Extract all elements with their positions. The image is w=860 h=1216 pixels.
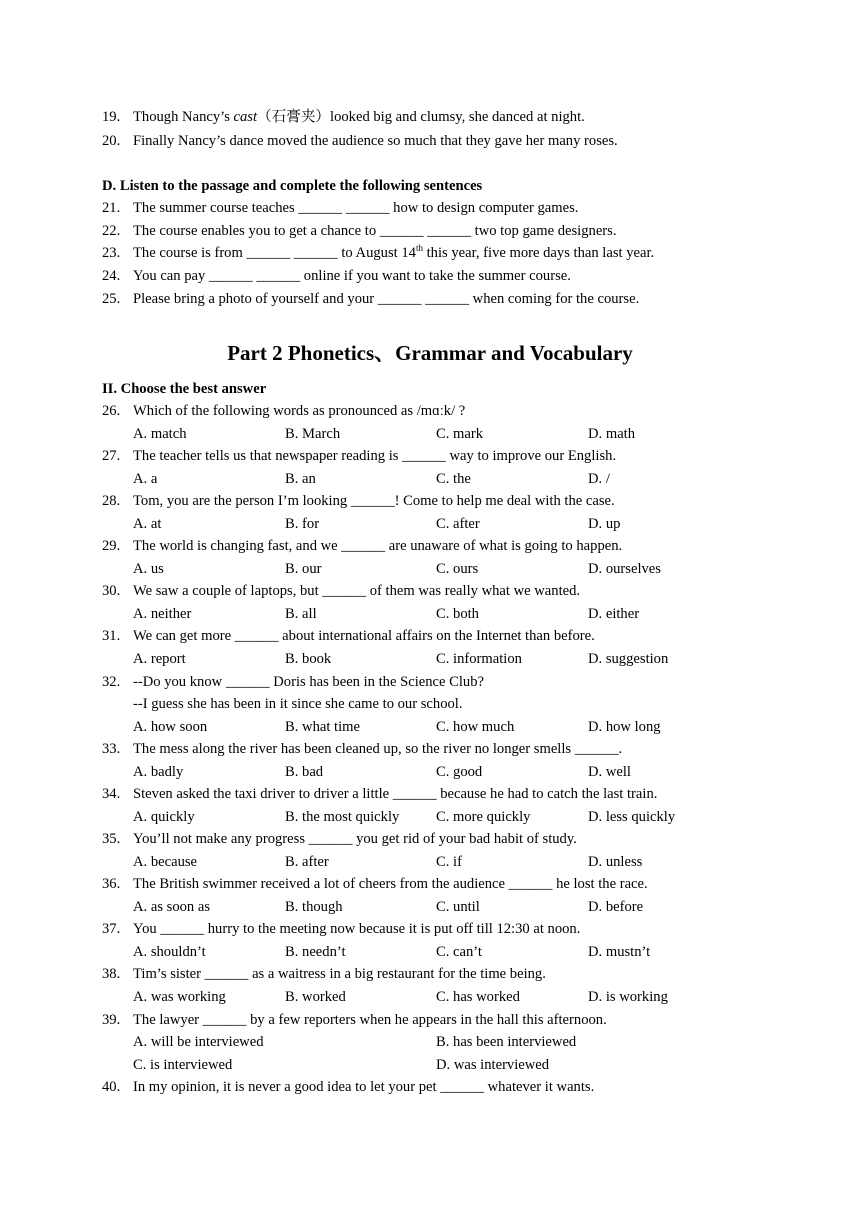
answer-option-d: D. less quickly (588, 809, 676, 825)
question-text: Which of the following words as pronounced as /mɑːk/ ? (133, 403, 466, 419)
question-text: In my opinion, it is never a good idea to let your pet ______ whatever it wants. (133, 1079, 595, 1095)
answer-option-b: B. an (285, 471, 316, 487)
answer-option-c: C. if (436, 854, 462, 870)
question-number: 39. (102, 1012, 121, 1028)
answer-option-a: A. quickly (133, 809, 195, 825)
answer-option-b: B. book (285, 651, 332, 667)
answer-option-b: B. after (285, 854, 329, 870)
answer-option-a: A. us (133, 561, 164, 577)
answer-option-a: A. match (133, 426, 187, 442)
answer-option-b: B. the most quickly (285, 809, 400, 825)
question-number: 29. (102, 538, 121, 554)
question-text: Tom, you are the person I’m looking ______! Come to help me deal with the case. (133, 493, 615, 509)
question-number: 27. (102, 448, 121, 464)
answer-option-a: A. was working (133, 989, 226, 1005)
question-number: 36. (102, 876, 121, 892)
answer-option-d: D. either (588, 606, 640, 622)
answer-option-a: A. neither (133, 606, 192, 622)
question-text: We can get more ______ about international affairs on the Internet than before. (133, 628, 595, 644)
answer-option-c: C. until (436, 899, 480, 915)
question-number: 31. (102, 628, 121, 644)
question-number: 35. (102, 831, 121, 847)
answer-option-d: D. how long (588, 719, 661, 735)
answer-option-c: C. the (436, 471, 471, 487)
question-text: The teacher tells us that newspaper reading is ______ way to improve our English. (133, 448, 617, 464)
question-text: Please bring a photo of yourself and your ______ ______ when coming for the course. (133, 291, 640, 307)
question-text-continued: --I guess she has been in it since she came to our school. (133, 696, 463, 712)
question-text: --Do you know ______ Doris has been in the Science Club? (133, 674, 484, 690)
question-text: You’ll not make any progress ______ you get rid of your bad habit of study. (133, 831, 577, 847)
question-number: 38. (102, 966, 121, 982)
answer-option-b: B. though (285, 899, 343, 915)
answer-option-d: D. was interviewed (436, 1057, 550, 1073)
answer-option-c: C. after (436, 516, 480, 532)
answer-option-c: C. can’t (436, 944, 482, 960)
question-number: 19. (102, 109, 121, 125)
section-d-heading: D. Listen to the passage and complete the following sentences (102, 178, 483, 194)
question-text: The mess along the river has been cleaned up, so the river no longer smells ______. (133, 741, 623, 757)
answer-option-a: A. at (133, 516, 162, 532)
answer-option-a: A. how soon (133, 719, 208, 735)
answer-option-a: A. as soon as (133, 899, 211, 915)
question-text: Tim’s sister ______ as a waitress in a big restaurant for the time being. (133, 966, 546, 982)
answer-option-b: B. needn’t (285, 944, 346, 960)
answer-option-c: C. good (436, 764, 483, 780)
question-number: 21. (102, 200, 121, 216)
answer-option-a: A. a (133, 471, 158, 487)
answer-option-c: C. mark (436, 426, 484, 442)
question-text: The course is from ______ ______ to August 14th this year, five more days than last year. (133, 243, 655, 261)
answer-option-d: D. is working (588, 989, 668, 1005)
answer-option-b: B. for (285, 516, 320, 532)
answer-option-d: D. mustn’t (588, 944, 651, 960)
answer-option-b: B. March (285, 426, 341, 442)
answer-option-b: B. all (285, 606, 317, 622)
answer-option-a: A. because (133, 854, 198, 870)
question-text: We saw a couple of laptops, but ______ of them was really what we wanted. (133, 583, 581, 599)
answer-option-d: D. up (588, 516, 621, 532)
answer-option-b: B. what time (285, 719, 360, 735)
question-number: 33. (102, 741, 121, 757)
question-text: You can pay ______ ______ online if you want to take the summer course. (133, 268, 571, 284)
answer-option-b: B. has been interviewed (436, 1034, 577, 1050)
question-number: 40. (102, 1079, 121, 1095)
question-number: 25. (102, 291, 121, 307)
answer-option-c: C. more quickly (436, 809, 531, 825)
question-text: Steven asked the taxi driver to driver a little ______ because he had to catch the last train. (133, 786, 658, 802)
question-text: Though Nancy’s cast（石膏夹）looked big and clumsy, she danced at night. (133, 109, 585, 125)
answer-option-d: D. unless (588, 854, 643, 870)
part-title: Part 2 Phonetics、Grammar and Vocabulary (227, 341, 633, 365)
answer-option-d: D. suggestion (588, 651, 669, 667)
answer-option-d: D. ourselves (588, 561, 661, 577)
answer-option-b: B. bad (285, 764, 324, 780)
answer-option-c: C. is interviewed (133, 1057, 233, 1073)
question-number: 20. (102, 133, 121, 149)
question-number: 23. (102, 245, 121, 261)
question-number: 34. (102, 786, 121, 802)
answer-option-c: C. how much (436, 719, 515, 735)
answer-option-c: C. has worked (436, 989, 520, 1005)
answer-option-a: A. report (133, 651, 186, 667)
question-text: Finally Nancy’s dance moved the audience so much that they gave her many roses. (133, 133, 618, 149)
answer-option-b: B. our (285, 561, 322, 577)
answer-option-a: A. will be interviewed (133, 1034, 264, 1050)
answer-option-b: B. worked (285, 989, 346, 1005)
answer-option-d: D. / (588, 471, 610, 487)
question-text: The course enables you to get a chance to ______ ______ two top game designers. (133, 223, 617, 239)
question-text: The world is changing fast, and we ______ are unaware of what is going to happen. (133, 538, 623, 554)
answer-option-d: D. well (588, 764, 631, 780)
question-number: 26. (102, 403, 121, 419)
answer-option-d: D. math (588, 426, 636, 442)
answer-option-a: A. badly (133, 764, 184, 780)
answer-option-c: C. ours (436, 561, 479, 577)
question-text: The summer course teaches ______ ______ how to design computer games. (133, 200, 579, 216)
question-number: 30. (102, 583, 121, 599)
question-number: 24. (102, 268, 121, 284)
question-text: The lawyer ______ by a few reporters when he appears in the hall this afternoon. (133, 1012, 607, 1028)
answer-option-c: C. both (436, 606, 479, 622)
section-heading: II. Choose the best answer (102, 381, 267, 397)
question-number: 22. (102, 223, 121, 239)
question-number: 37. (102, 921, 121, 937)
answer-option-c: C. information (436, 651, 522, 667)
question-number: 32. (102, 674, 121, 690)
answer-option-a: A. shouldn’t (133, 944, 206, 960)
answer-option-d: D. before (588, 899, 644, 915)
question-number: 28. (102, 493, 121, 509)
question-text: The British swimmer received a lot of cheers from the audience ______ he lost the race. (133, 876, 648, 892)
question-text: You ______ hurry to the meeting now because it is put off till 12:30 at noon. (133, 921, 581, 937)
